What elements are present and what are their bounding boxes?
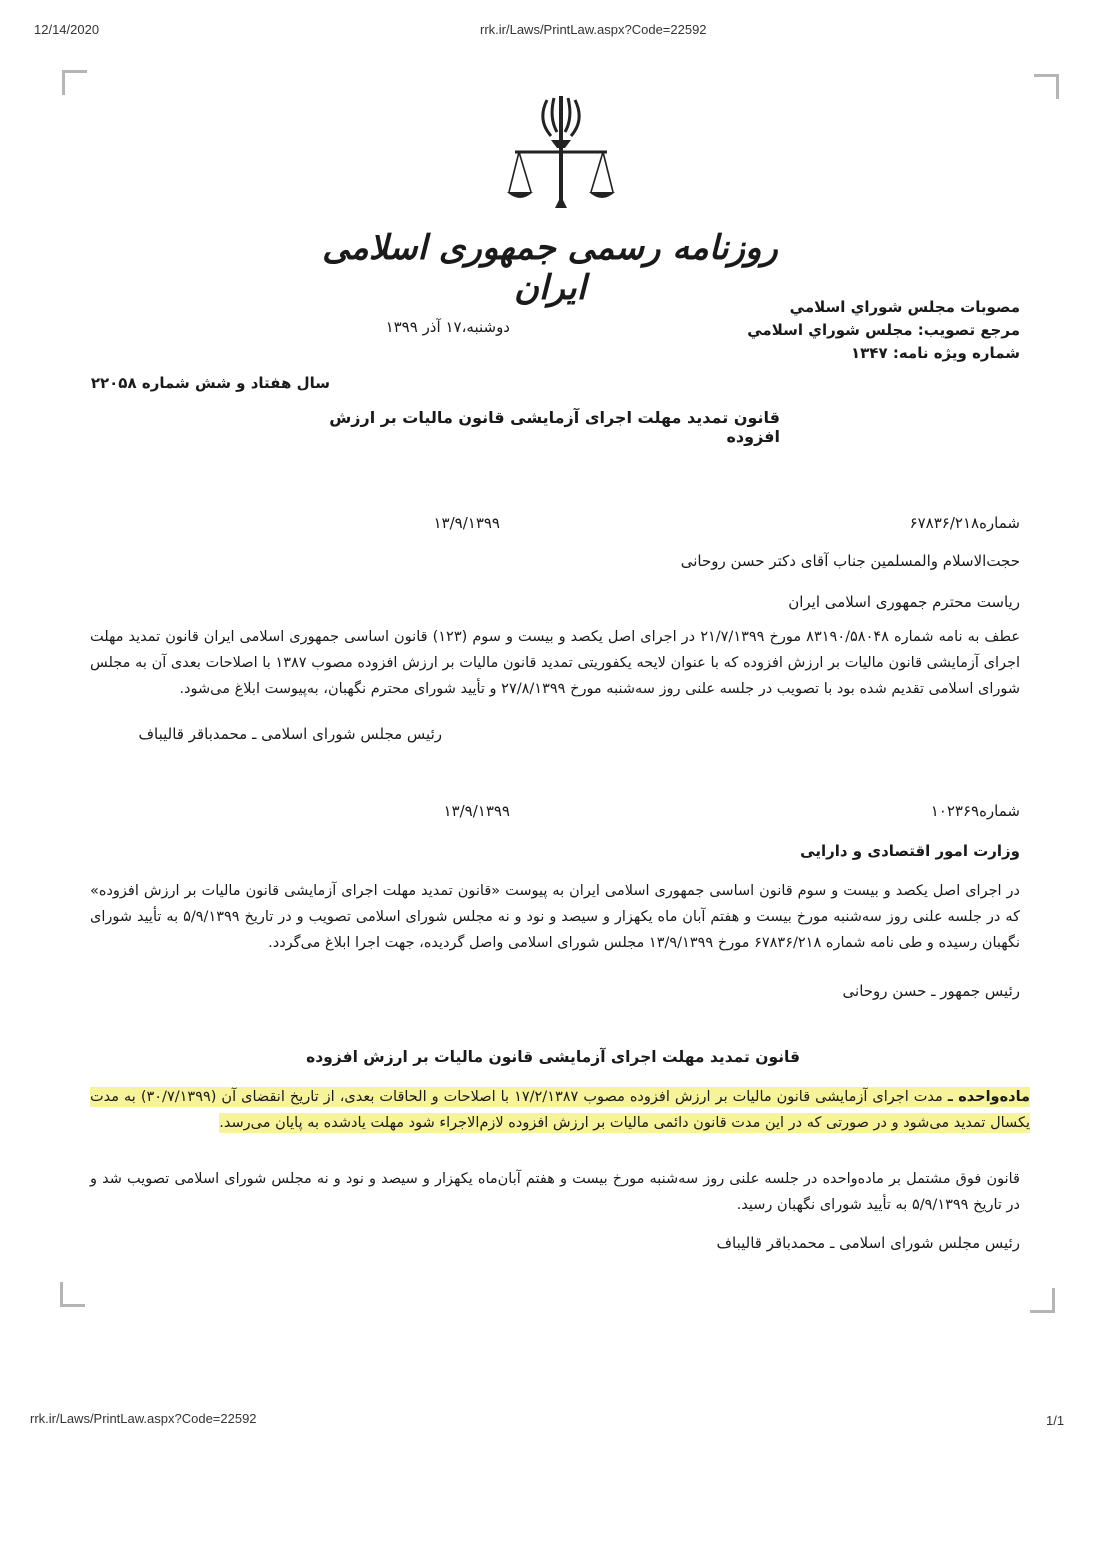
letter1-body: عطف به نامه شماره ۸۳۱۹۰/۵۸۰۴۸ مورخ ۲۱/۷/۱۳۹۹ در اجرای اصل یکصد و بیست و سوم (۱۲۳) قانون اساسی جمهوری اسلامی ایران قانون تمدید مهلت اجرای آزمایشی قانون مالیات بر ارزش افزوده که با عنوان لایحه یکفوریتی تمدید قانون مالیات بر ارزش افزوده مصوب ۱۳۸۷ با اصلاحات بعدی آن به مجلس شورای اسلامی تقدیم شده بود با تصویب در جلسه علنی روز سه‌شنبه مورخ ۲۷/۸/۱۳۹۹ و تأیید شورای محترم نگهبان، به‌پیوست ابلاغ می‌شود. [90, 629, 1020, 697]
iran-emblem-scales-icon [505, 92, 617, 212]
article-highlight [90, 1087, 1030, 1133]
print-date: 12/14/2020 [34, 22, 100, 37]
meta-line-2: مرجع تصويب: مجلس شوراي اسلامي [747, 321, 1020, 339]
letter1-addressee-title: ریاست محترم جمهوری اسلامی ایران [788, 593, 1020, 611]
letter2-number: شماره۱۰۲۳۶۹ [930, 802, 1020, 820]
law-article [90, 1084, 1030, 1136]
meta-line-3: شماره ویژه نامه: ۱۳۴۷ [850, 344, 1020, 362]
article-label: ماده‌واحده ـ [947, 1089, 1030, 1105]
letter2-signature: رئیس جمهور ـ حسن روحانی [842, 982, 1020, 1000]
print-url: rrk.ir/Laws/PrintLaw.aspx?Code=22592 [480, 22, 707, 37]
letter2-date: ۱۳/۹/۱۳۹۹ [443, 802, 510, 820]
main-title: قانون تمدید مهلت اجرای آزمایشی قانون مالیات بر ارزش افزوده [329, 408, 780, 446]
meta-line-1: مصوبات مجلس شوراي اسلامي [789, 298, 1020, 316]
masthead-title: روزنامه رسمی جمهوری اسلامی ایران [322, 228, 778, 308]
letter2-body: در اجرای اصل یکصد و بیست و سوم قانون اساسی جمهوری اسلامی ایران به پیوست «قانون تمدید مهلت اجرای آزمایشی قانون مالیات بر ارزش افزوده» که در جلسه علنی روز سه‌شنبه مورخ بیست و هفتم آبان ماه یکهزار و سیصد و نود و نه مجلس شورای اسلامی تصویب و در تاریخ ۵/۹/۱۳۹۹ به تأیید شورای نگهبان رسیده و طی نامه شماره ۶۷۸۳۶/۲۱۸ مورخ ۱۳/۹/۱۳۹۹ مجلس شورای اسلامی واصل گردیده، جهت اجرا ابلاغ می‌گردد. [90, 883, 1020, 951]
footer-url: rrk.ir/Laws/PrintLaw.aspx?Code=22592 [30, 1411, 257, 1426]
letter1-signature: رئیس مجلس شورای اسلامی ـ محمدباقر قالیباف [138, 725, 442, 743]
corner-mark-top-right [1034, 74, 1059, 99]
letter1-number: شماره۶۷۸۳۶/۲۱۸ [909, 514, 1020, 532]
corner-mark-top-left [62, 70, 87, 95]
law-signature: رئیس مجلس شورای اسلامی ـ محمدباقر قالیباف [716, 1234, 1020, 1252]
article-body: مدت اجرای آزمایشی قانون مالیات بر ارزش افزوده مصوب ۱۷/۲/۱۳۸۷ با اصلاحات و الحاقات بعدی، از تاریخ انقضای آن (۳۰/۷/۱۳۹۹) به مدت یکسال تمدید می‌شود و در صورتی که در این مدت قانون دائمی مالیات بر ارزش افزوده لازم‌الاجراء شود مهلت یادشده به پایان می‌رسد. [90, 1089, 1030, 1131]
year-issue: سال هفتاد و شش شماره ۲۲۰۵۸ [90, 374, 330, 392]
letter1-addressee: حجت‌الاسلام والمسلمین جناب آقای دکتر حسن روحانی [680, 552, 1020, 570]
letter2-addressee: وزارت امور اقتصادی و دارایی [800, 842, 1020, 860]
law-closing: قانون فوق مشتمل بر ماده‌واحده در جلسه علنی روز سه‌شنبه مورخ بیست و هفتم آبان‌ماه یکهزار و سیصد و نود و نه مجلس شورای اسلامی تصویب شد و در تاریخ ۵/۹/۱۳۹۹ به تأیید شورای نگهبان رسید. [90, 1171, 1020, 1213]
law-title: قانون تمدید مهلت اجرای آزمایشی قانون مالیات بر ارزش افزوده [306, 1048, 800, 1066]
corner-mark-bottom-left [60, 1282, 85, 1307]
letter1-date: ۱۳/۹/۱۳۹۹ [433, 514, 500, 532]
meta-date: دوشنبه،۱۷ آذر ۱۳۹۹ [385, 318, 510, 336]
corner-mark-bottom-right [1030, 1288, 1055, 1313]
footer-page-number: 1/1 [1046, 1413, 1065, 1428]
